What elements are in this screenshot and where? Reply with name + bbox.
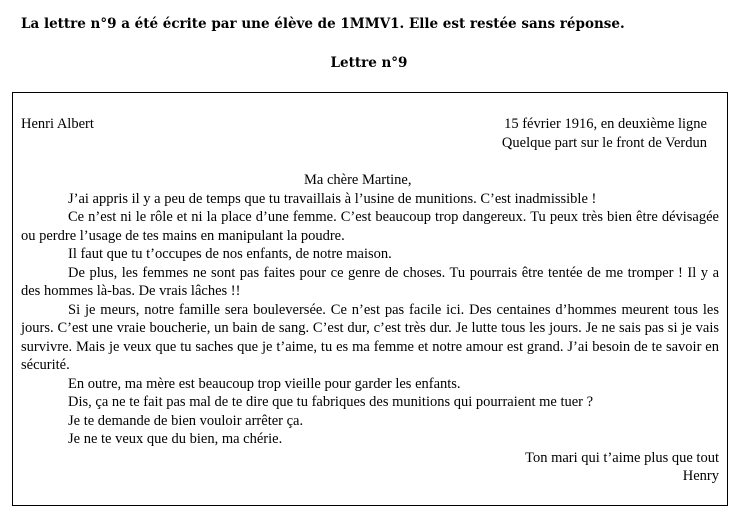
paragraph: De plus, les femmes ne sont pas faites pour ce genre de choses. Tu pourrais être tentée de me tromper ! Il y a des hommes là-bas. De vrais lâches !!: [21, 264, 719, 299]
paragraph: En outre, ma mère est beaucoup trop vieille pour garder les enfants.: [68, 375, 461, 392]
paragraph: Je te demande de bien vouloir arrêter ça.: [68, 412, 304, 429]
paragraph: J’ai appris il y a peu de temps que tu travaillais à l’usine de munitions. C’est inadmissible !: [68, 190, 597, 207]
letter-frame: [12, 92, 728, 506]
signature: Henry: [682, 468, 719, 484]
salutation: Ma chère Martine,: [304, 172, 412, 188]
paragraph: Je ne te veux que du bien, ma chérie.: [68, 431, 283, 447]
date-place-block: [502, 115, 707, 152]
sender-name: Henri Albert: [21, 116, 94, 132]
letter-date: 15 février 1916, en deuxième ligne: [504, 116, 707, 132]
intro-text: La lettre n°9 a été écrite par une élève de 1MMV1. Elle est restée sans réponse.: [21, 16, 625, 32]
letter-heading: Lettre n°9: [330, 55, 408, 71]
letter-place: Quelque part sur le front de Verdun: [501, 134, 707, 151]
paragraph: Dis, ça ne te fait pas mal de te dire que tu fabriques des munitions qui pourraient me tuer ?: [68, 394, 594, 410]
paragraph: Ce n’est ni le rôle et ni la place d’une femme. C’est beaucoup trop dangereux. Tu peux très bien être dévisagée ou perdre l’usage de tes mains en manipulant la poudre.: [21, 209, 719, 244]
closing-line: Ton mari qui t’aime plus que tout: [525, 449, 719, 466]
letter-body: [21, 171, 719, 486]
paragraph: Si je meurs, notre famille sera bouleversée. Ce n’est pas facile ici. Des centaines d’hommes meurent tous les jours. C’est une vraie boucherie, un bain de sang. C’est dur, c’est très dur. Je lutte tous les jours. Je ne sais pas si je vais survivre. Mais je veux que tu saches que je t’aime, tu es ma femme et notre amour est grand. J’ai besoin de te savoir en sécurité.: [21, 301, 719, 373]
paragraph: Il faut que tu t’occupes de nos enfants, de notre maison.: [68, 246, 392, 262]
